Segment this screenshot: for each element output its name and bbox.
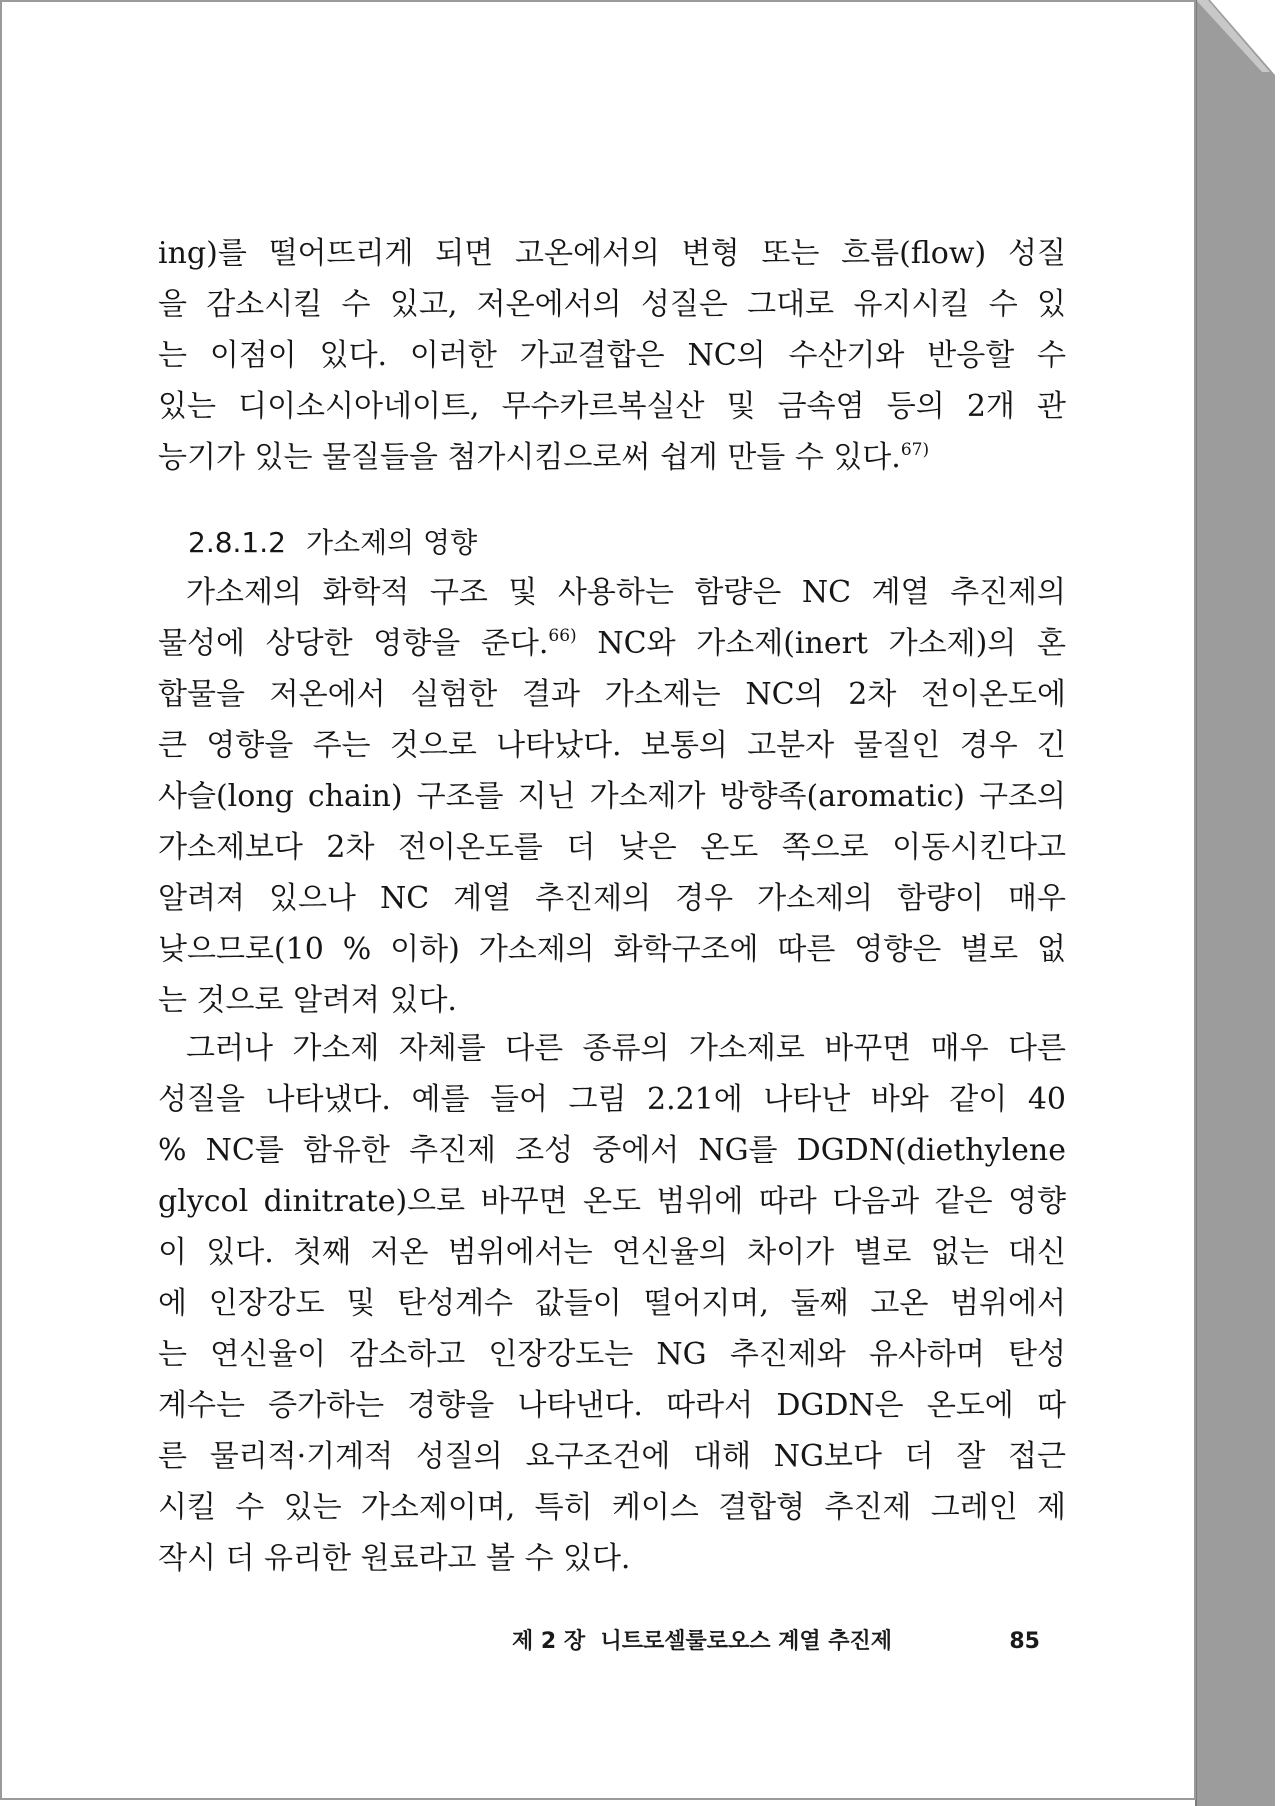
chapter-title: 제 2 장 니트로셀룰로오스 계열 추진제 [512,1629,893,1654]
text-line: 합물을 저온에서 실험한 결과 가소제는 NC의 2차 전이온도에 [158,677,1066,712]
text-line: 이 있다. 첫째 저온 범위에서는 연신율의 차이가 별로 없는 대신 [158,1235,1066,1270]
section-number: 2.8.1.2 [188,526,286,559]
text-line: 낮으므로(10 % 이하) 가소제의 화학구조에 따른 영향은 별로 없 [158,932,1066,967]
text-line: 는 연신율이 감소하고 인장강도는 NG 추진제와 유사하며 탄성 [158,1337,1066,1372]
running-footer [512,1622,1040,1662]
text-line-content: NC와 가소제(inert 가소제)의 혼 [576,626,1066,661]
text-line: 성질을 나타냈다. 예를 들어 그림 2.21에 나타난 바와 같이 40 [158,1082,1066,1117]
text-line: 작시 더 유리한 원료라고 볼 수 있다. [158,1541,631,1576]
text-line: glycol dinitrate)으로 바꾸면 온도 범위에 따라 다음과 같은 영향 [158,1184,1066,1219]
text-line: 가소제보다 2차 전이온도를 더 낮은 온도 쪽으로 이동시킨다고 [158,830,1066,865]
text-line: 큰 영향을 주는 것으로 나타났다. 보통의 고분자 물질인 경우 긴 [158,728,1066,763]
section-heading [188,521,477,565]
reference-mark: 66) [548,626,577,646]
text-line: 있는 디이소시아네이트, 무수카르복실산 및 금속염 등의 2개 관 [158,389,1066,424]
page-number: 85 [1009,1629,1040,1654]
section-title: 가소제의 영향 [305,526,478,559]
text-line-content: 물성에 상당한 영향을 준다. [158,626,549,661]
text-line: % NC를 함유한 추진제 조성 중에서 NG를 DGDN(diethylene [158,1133,1066,1168]
text-line: 에 인장강도 및 탄성계수 값들이 떨어지며, 둘째 고온 범위에서 [158,1286,1066,1321]
text-line: 른 물리적·기계적 성질의 요구조건에 대해 NG보다 더 잘 접근 [158,1439,1066,1474]
text-line: 을 감소시킬 수 있고, 저온에서의 성질은 그대로 유지시킬 수 있 [158,287,1066,322]
text-line: 사슬(long chain) 구조를 지닌 가소제가 방향족(aromatic) 구조의 [158,779,1066,814]
text-line: 는 이점이 있다. 이러한 가교결합은 NC의 수산기와 반응할 수 [158,338,1066,373]
text-line: 알려져 있으나 NC 계열 추진제의 경우 가소제의 함량이 매우 [158,881,1066,916]
text-line: 계수는 증가하는 경향을 나타낸다. 따라서 DGDN은 온도에 따 [158,1388,1066,1423]
text-line: 가소제의 화학적 구조 및 사용하는 함량은 NC 계열 추진제의 [186,575,1066,610]
text-line: 그러나 가소제 자체를 다른 종류의 가소제로 바꾸면 매우 다른 [186,1031,1066,1066]
text-line [158,436,1066,480]
reference-mark: 67) [900,440,930,460]
text-line: 시킬 수 있는 가소제이며, 특히 케이스 결합형 추진제 그레인 제 [158,1490,1066,1525]
text-line-content: 능기가 있는 물질들을 첨가시킴으로써 쉽게 만들 수 있다. [158,440,901,475]
text-line [158,622,1066,666]
text-line: ing)를 떨어뜨리게 되면 고온에서의 변형 또는 흐름(flow) 성질 [158,236,1066,271]
text-line: 는 것으로 알려져 있다. [158,983,457,1018]
